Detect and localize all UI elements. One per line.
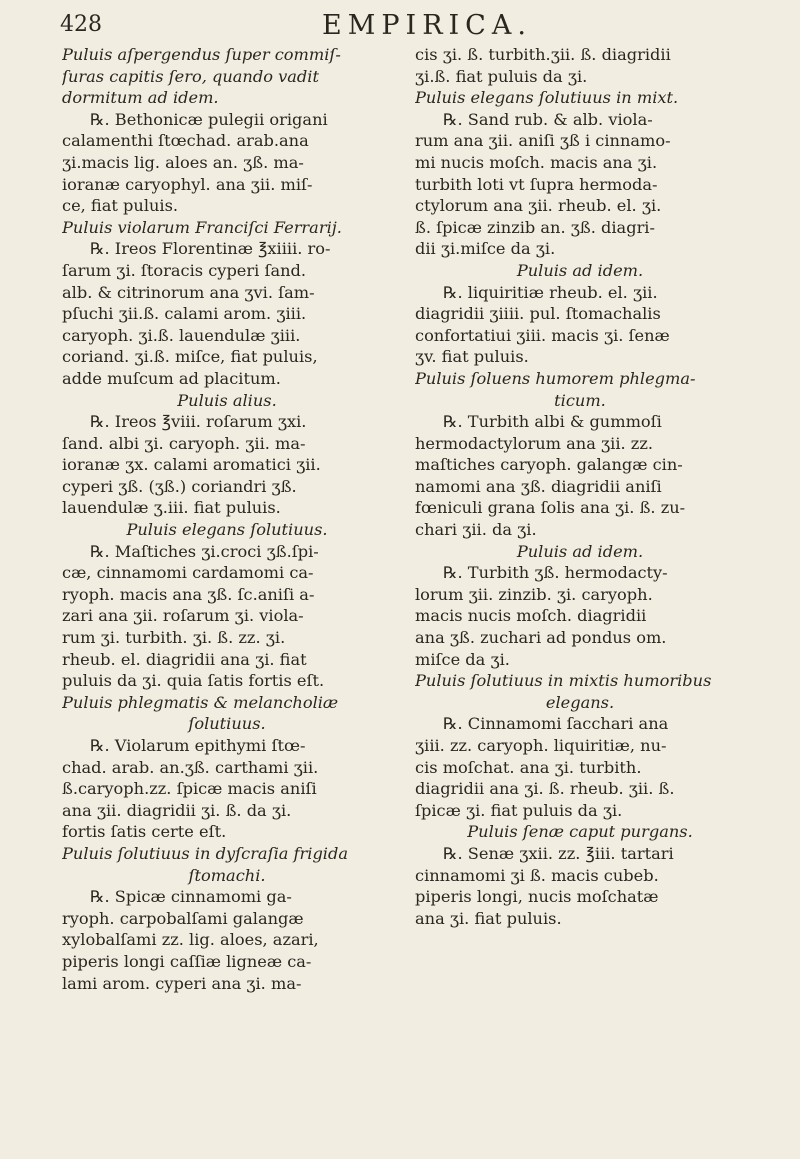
text-line: ℞. Cinnamomi ſacchari ana bbox=[443, 714, 669, 734]
text-line: cyperi ʒß. (ʒß.) coriandri ʒß. bbox=[62, 476, 297, 496]
text-line: ſand. albi ʒi. caryoph. ʒii. ma- bbox=[62, 433, 306, 453]
text-line: adde muſcum ad placitum. bbox=[62, 368, 281, 388]
text-line: rum ʒi. turbith. ʒi. ß. zz. ʒi. bbox=[62, 628, 286, 648]
text-line: Puluis aſpergendus ſuper commiſ- bbox=[62, 45, 341, 64]
page-header bbox=[60, 10, 740, 40]
text-line: dormitum ad idem. bbox=[62, 88, 219, 108]
text-line: ticum. bbox=[554, 390, 606, 410]
page-number: 428 bbox=[60, 12, 102, 37]
text-line: puluis da ʒi. quia ſatis fortis eſt. bbox=[62, 671, 325, 691]
text-line: zari ana ʒii. roſarum ʒi. viola- bbox=[62, 606, 304, 626]
text-line: mi nucis moſch. macis ana ʒi. bbox=[415, 152, 658, 172]
text-line: Puluis ad idem. bbox=[516, 541, 644, 561]
text-line: ioranæ caryophyl. ana ʒii. miſ- bbox=[62, 174, 313, 194]
text-line: lauendulæ ʒ.iii. fiat puluis. bbox=[62, 498, 281, 518]
text-line: chad. arab. an.ʒß. carthami ʒii. bbox=[62, 757, 319, 777]
text-line: ℞. Spicæ cinnamomi ga- bbox=[90, 887, 292, 907]
text-line: ℞. Violarum epithymi ſtœ- bbox=[90, 736, 306, 755]
text-line: ℞. Ireos ℥viii. roſarum ʒxi. bbox=[90, 412, 307, 432]
text-line: chari ʒii. da ʒi. bbox=[415, 520, 537, 540]
text-line: piperis longi, nucis moſchatæ bbox=[415, 887, 659, 907]
text-line: Puluis ſenæ caput purgans. bbox=[467, 822, 693, 842]
text-line: ſtomachi. bbox=[188, 865, 266, 885]
text-line: elegans. bbox=[545, 692, 615, 712]
text-line: ß.caryoph.zz. ſpicæ macis aniſi bbox=[62, 779, 317, 799]
text-line: ℞. Bethonicæ pulegii origani bbox=[90, 109, 328, 129]
text-line: Puluis phlegmatis & melancholiæ bbox=[62, 692, 339, 712]
text-line: cinnamomi ʒi ß. macis cubeb. bbox=[415, 865, 659, 885]
text-line: ioranæ ʒx. calami aromatici ʒii. bbox=[62, 455, 321, 475]
text-line: cæ, cinnamomi cardamomi ca- bbox=[62, 563, 314, 583]
text-line: ſuras capitis ſero, quando vadit bbox=[62, 66, 319, 86]
text-line: Puluis elegans ſolutiuus in mixt. bbox=[415, 88, 679, 108]
text-line: diagridii ʒiiii. pul. ſtomachalis bbox=[415, 304, 661, 324]
text-line: Puluis alius. bbox=[177, 390, 277, 410]
text-line: ana ʒii. diagridii ʒi. ß. da ʒi. bbox=[62, 800, 292, 820]
running-head: EMPIRICA. bbox=[322, 10, 532, 41]
text-line: ryoph. carpobalſami galangæ bbox=[62, 908, 304, 928]
text-line: ſarum ʒi. ſtoracis cyperi ſand. bbox=[62, 260, 307, 280]
text-line: turbith loti vt ſupra hermoda- bbox=[415, 174, 658, 194]
text-line: lorum ʒii. zinzib. ʒi. caryoph. bbox=[415, 584, 653, 604]
text-line: dii ʒi.miſce da ʒi. bbox=[415, 239, 556, 259]
text-line: miſce da ʒi. bbox=[415, 649, 510, 669]
text-line: xylobalſami zz. lig. aloes, azari, bbox=[62, 930, 319, 950]
text-line: caryoph. ʒi.ß. lauendulæ ʒiii. bbox=[62, 325, 301, 345]
text-line: Puluis ſoluens humorem phlegma- bbox=[415, 368, 696, 388]
text-line: fortis ſatis certe eſt. bbox=[62, 822, 227, 842]
text-line: ℞. Sand rub. & alb. viola- bbox=[443, 109, 653, 129]
text-line: ana ʒß. zuchari ad pondus om. bbox=[415, 628, 667, 648]
left-column bbox=[62, 44, 392, 994]
text-line: ℞. liquiritiæ rheub. el. ʒii. bbox=[443, 282, 658, 302]
text-line: ℞. Turbith albi & gummoſi bbox=[443, 412, 662, 432]
text-line: maſtiches caryoph. galangæ cin- bbox=[415, 455, 683, 475]
text-line: macis nucis moſch. diagridii bbox=[415, 606, 647, 626]
text-line: coriand. ʒi.ß. miſce, fiat puluis, bbox=[62, 347, 318, 367]
text-line: ℞. Maſtiches ʒi.croci ʒß.ſpi- bbox=[90, 541, 319, 561]
text-line: ctylorum ana ʒii. rheub. el. ʒi. bbox=[415, 196, 662, 216]
text-line: ʒi.ß. fiat puluis da ʒi. bbox=[415, 66, 588, 86]
text-line: Puluis ſolutiuus in mixtis humoribus bbox=[415, 671, 712, 691]
text-line: ʒv. fiat puluis. bbox=[415, 347, 529, 367]
text-line: Puluis ad idem. bbox=[516, 260, 644, 280]
text-line: ryoph. macis ana ʒß. ſc.aniſi a- bbox=[62, 584, 315, 604]
text-line: ſolutiuus. bbox=[188, 714, 266, 734]
text-line: Puluis ſolutiuus in dyſcraſia frigida bbox=[62, 843, 349, 863]
text-line: confortatiui ʒiii. macis ʒi. ſenæ bbox=[415, 325, 670, 345]
text-line: lami arom. cyperi ana ʒi. ma- bbox=[62, 973, 302, 993]
text-line: ʒiii. zz. caryoph. liquiritiæ, nu- bbox=[415, 736, 667, 755]
text-line: cis ʒi. ß. turbith.ʒii. ß. diagridii bbox=[415, 45, 671, 64]
text-line: ß. ſpicæ zinzib an. ʒß. diagri- bbox=[415, 217, 655, 237]
text-line: piperis longi caſſiæ ligneæ ca- bbox=[62, 951, 312, 971]
text-line: ana ʒi. fiat puluis. bbox=[415, 908, 562, 928]
text-line: ce, fiat puluis. bbox=[62, 196, 179, 216]
text-line: Puluis elegans ſolutiuus. bbox=[126, 520, 328, 540]
right-column bbox=[415, 44, 745, 929]
text-line: ℞. Turbith ʒß. hermodacty- bbox=[443, 563, 668, 583]
text-line: diagridii ana ʒi. ß. rheub. ʒii. ß. bbox=[415, 779, 675, 799]
text-line: ℞. Senæ ʒxii. zz. ℥iii. tartari bbox=[443, 843, 674, 863]
text-line: ℞. Ireos Florentinæ ℥xiiii. ro- bbox=[90, 239, 331, 259]
text-line: cis moſchat. ana ʒi. turbith. bbox=[415, 757, 642, 777]
text-line: alb. & citrinorum ana ʒvi. ſam- bbox=[62, 282, 315, 302]
text-line: Puluis violarum Franciſci Ferrarij. bbox=[62, 217, 342, 237]
text-line: ʒi.macis lig. aloes an. ʒß. ma- bbox=[62, 152, 304, 172]
text-line: pſuchi ʒii.ß. calami arom. ʒiii. bbox=[62, 304, 307, 324]
text-line: namomi ana ʒß. diagridii aniſi bbox=[415, 476, 662, 496]
text-line: calamenthi ſtœchad. arab.ana bbox=[62, 131, 309, 151]
text-line: rheub. el. diagridii ana ʒi. fiat bbox=[62, 649, 307, 669]
text-line: rum ana ʒii. aniſi ʒß i cinnamo- bbox=[415, 131, 671, 151]
text-line: fœniculi grana ſolis ana ʒi. ß. zu- bbox=[415, 498, 686, 518]
text-line: ſpicæ ʒi. fiat puluis da ʒi. bbox=[415, 800, 623, 820]
text-line: hermodactylorum ana ʒii. zz. bbox=[415, 433, 654, 453]
